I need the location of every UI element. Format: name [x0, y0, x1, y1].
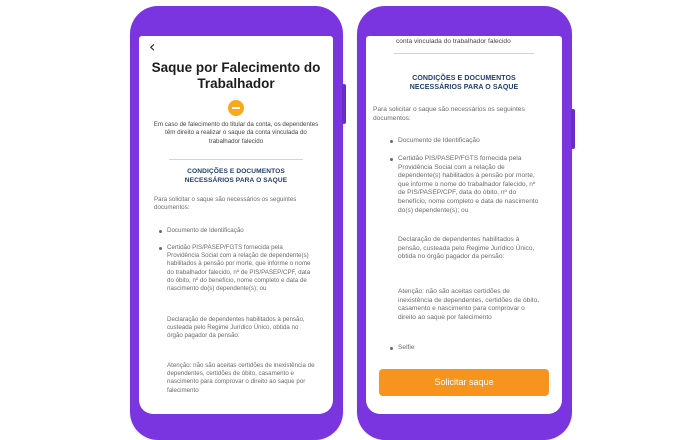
section-title: CONDIÇÕES E DOCUMENTOS NECESSÁRIOS PARA O SAQUE — [409, 75, 519, 91]
bullet-dot — [159, 247, 162, 250]
screen-right — [366, 36, 562, 414]
phone-frame-left — [130, 6, 343, 440]
list-item-declaracao: Declaração de dependentes habilitados à pensão, custeada pelo Regime Jurídico Único, obtida no órgão pagador da pensão: — [398, 236, 535, 261]
lead-text: Para solicitar o saque são necessários os seguintes documentos: — [154, 196, 297, 212]
attention-text: Atenção: não são aceitas certidões de inexistência de dependentes, certidões de óbito, casamento e nascimento para comprovar o direito ao saque por falecimento — [398, 288, 540, 321]
list-item-certidao: Certidão PIS/PASEP/FGTS fornecida pela Providência Social com a relação de dependente(s) habilitados à pensão por morte, que informe o nome do trabalhador falecido, nº de PIS/PASEP/CPF, data do óbito, nº do benefício, nome completo e data de nascimento do(s) dependente(s); ou — [398, 155, 539, 214]
bullet-dot — [390, 347, 393, 350]
info-icon — [228, 100, 244, 116]
bullet-dot — [390, 158, 393, 161]
solicitar-saque-button[interactable]: Solicitar saque — [379, 369, 549, 396]
intro-text: Em caso de falecimento do titular da conta, os dependentes têm direito a realizar o saque da conta vinculada do trabalhador falecido — [153, 121, 319, 145]
list-item-declaracao: Declaração de dependentes habilitados à pensão, custeada pelo Regime Jurídico Único, obtida no órgão pagador da pensão: — [167, 316, 305, 340]
list-item-certidao: Certidão PIS/PASEP/FGTS fornecida pela Providência Social com a relação de dependente(s) habilitados à pensão por morte, que informe o nome do trabalhador falecido, nº de PIS/PASEP/CPF, data do óbito, nº do benefício, nome completo e data de nascimento do(s) dependente(s); ou — [167, 244, 311, 293]
list-item-identificacao: Documento de Identificação — [398, 137, 480, 144]
divider — [394, 53, 534, 54]
section-title: CONDIÇÕES E DOCUMENTOS NECESSÁRIOS PARA O SAQUE — [184, 168, 288, 184]
list-item-identificacao: Documento de Identificação — [167, 227, 244, 234]
back-arrow-icon[interactable]: ‹ — [149, 37, 156, 56]
bullet-dot — [390, 140, 393, 143]
divider — [169, 159, 303, 160]
phone-side-button — [342, 84, 346, 124]
attention-text: Atenção: não são aceitas certidões de inexistência de dependentes, certidões de óbito, casamento e nascimento para comprovar o direito ao saque por falecimento — [167, 362, 315, 394]
bullet-dot — [159, 230, 162, 233]
lead-text: Para solicitar o saque são necessários os seguintes documentos: — [373, 106, 525, 122]
page-title: Saque por Falecimento do Trabalhador — [151, 60, 321, 91]
screen-left — [139, 36, 333, 414]
intro-fragment: conta vinculada do trabalhador falecido — [396, 38, 511, 45]
phone-side-button — [571, 109, 575, 149]
phone-frame-right — [357, 6, 572, 440]
list-item-selfie: Selfie — [398, 344, 415, 351]
